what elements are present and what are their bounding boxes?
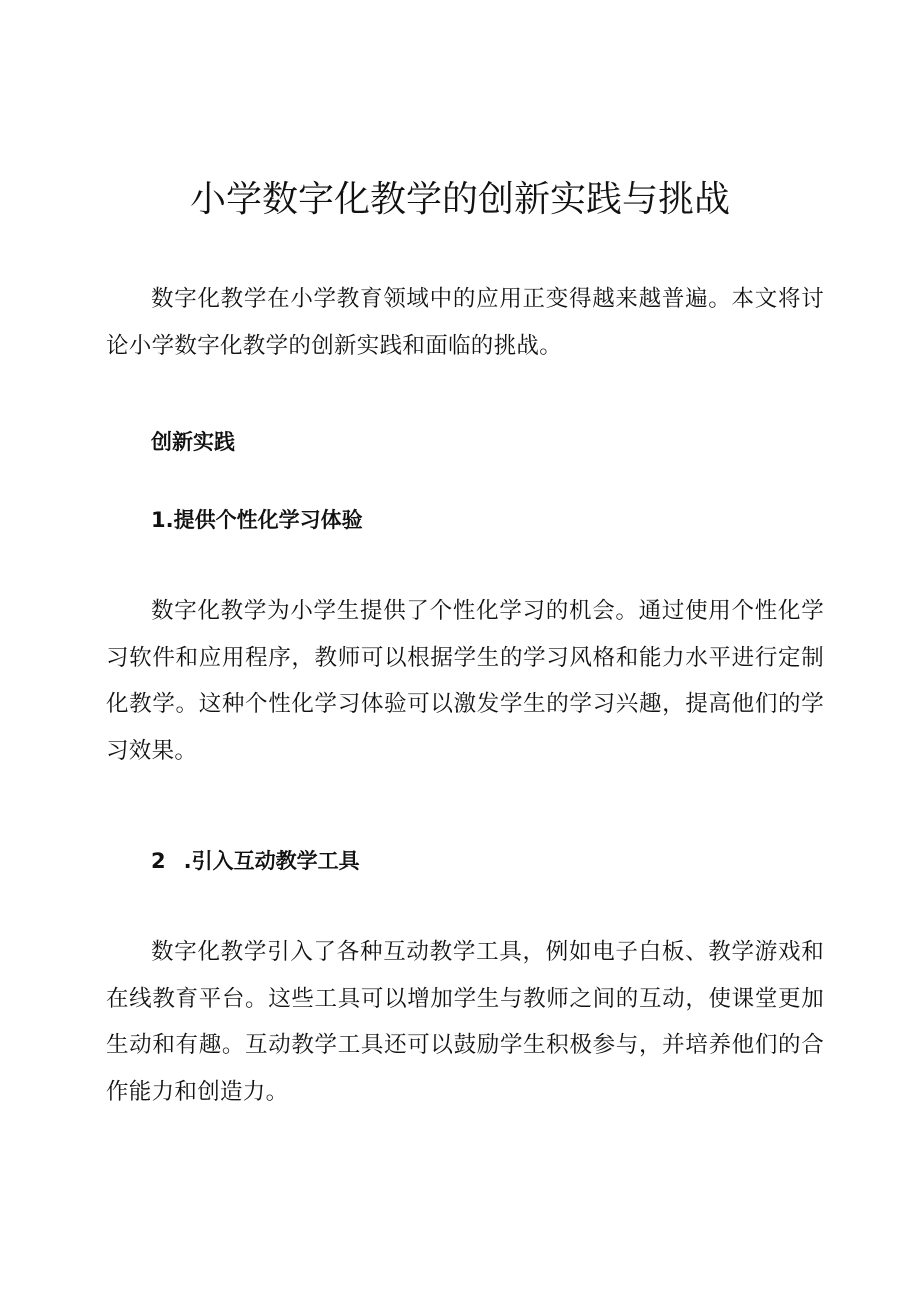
document-title: 小学数字化教学的创新实践与挑战 <box>189 179 730 220</box>
item-2-body: 数字化教学引入了各种互动教学工具，例如电子白板、教学游戏和在线教育平台。这些工具可以增加学生与教师之间的互动，使课堂更加生动和有趣。互动教学工具还可以鼓励学生积极参与，并培养他们的合作能力和创造力。 <box>106 939 824 1105</box>
item-2-heading-text: 引入互动教学工具 <box>191 849 360 873</box>
item-2-heading <box>151 846 360 876</box>
item-2-number: 2 <box>151 849 166 873</box>
section-heading: 创新实践 <box>151 430 235 454</box>
intro-paragraph: 数字化教学在小学教育领域中的应用正变得越来越普遍。本文将讨论小学数字化教学的创新实践和面临的挑战。 <box>106 286 824 359</box>
item-1-body: 数字化教学为小学生提供了个性化学习的机会。通过使用个性化学习软件和应用程序，教师可以根据学生的学习风格和能力水平进行定制化教学。这种个性化学习体验可以激发学生的学习兴趣，提高他们的学习效果。 <box>106 598 824 764</box>
item-1-heading-text: 提供个性化学习体验 <box>173 508 363 532</box>
item-1-number: 1. <box>151 508 174 532</box>
item-2-number-suffix: . <box>183 849 192 873</box>
item-1-heading <box>151 505 363 535</box>
